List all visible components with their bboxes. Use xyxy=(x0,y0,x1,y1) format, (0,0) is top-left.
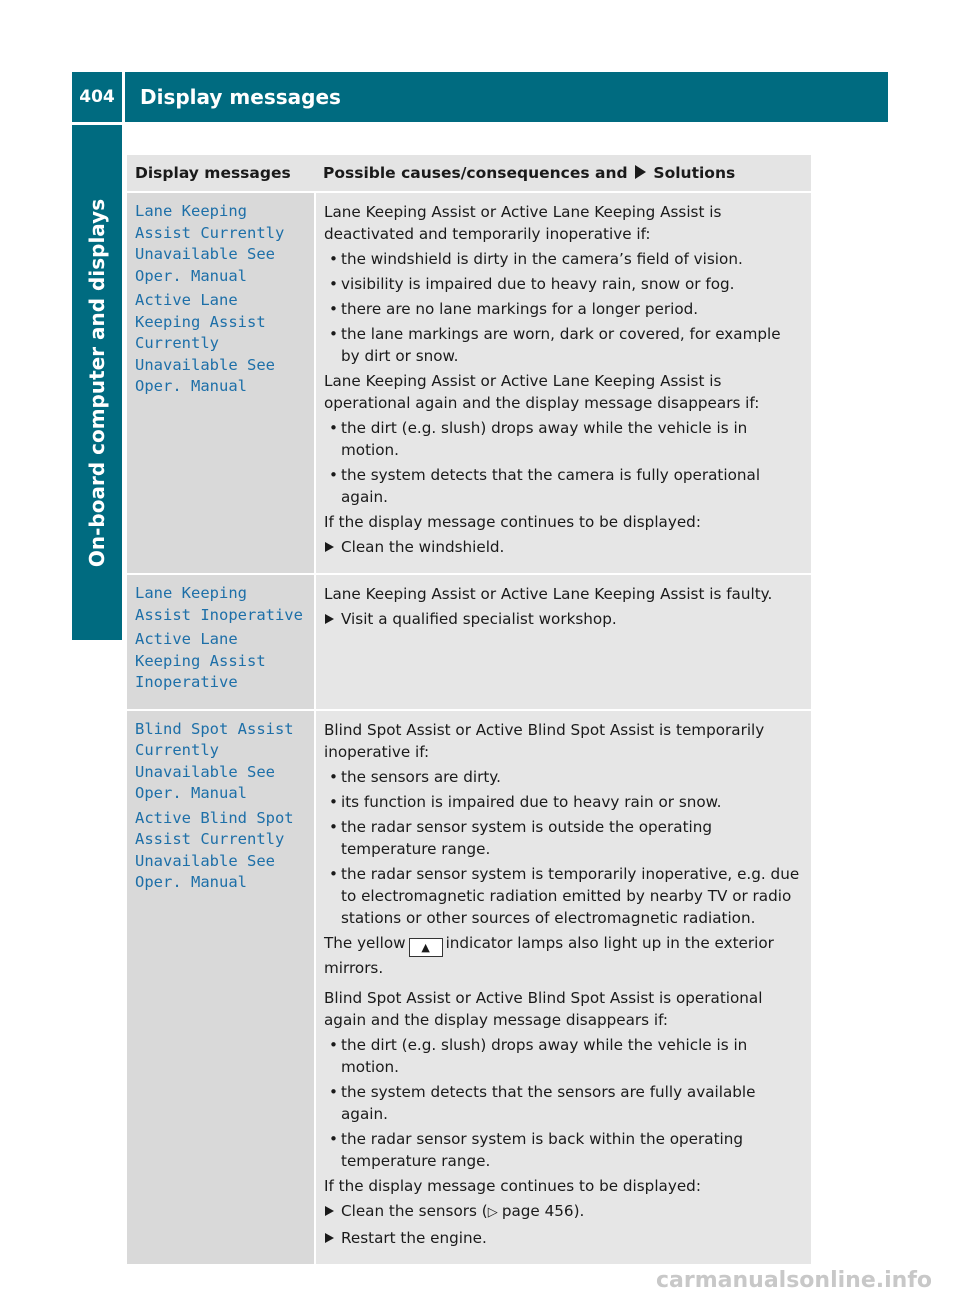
display-message: Lane Keeping Assist Currently Unavailable See Oper. Manual xyxy=(135,202,285,285)
display-messages-table xyxy=(127,155,811,1266)
action-step-text: Restart the engine. xyxy=(341,1228,487,1247)
action-step-text: Visit a qualified specialist workshop. xyxy=(341,610,617,628)
bullet-item: • the radar sensor system is outside the operating temperature range. xyxy=(324,816,803,860)
solution-cell xyxy=(315,574,811,710)
bullet-item: • the system detects that the camera is fully operational again. xyxy=(324,464,803,508)
paragraph: Blind Spot Assist or Active Blind Spot Assist is temporarily inoperative if: xyxy=(324,720,765,761)
display-message: Lane Keeping Assist Inoperative xyxy=(135,584,303,624)
watermark: carmanualsonline.info xyxy=(656,1268,932,1293)
column-header-solutions-prefix: Possible causes/consequences and xyxy=(323,164,628,182)
paragraph: Lane Keeping Assist or Active Lane Keeping Assist is operational again and the display message disappears if: xyxy=(324,372,760,412)
display-message: Blind Spot Assist Currently Unavailable See Oper. Manual xyxy=(135,719,294,802)
bullet-item: • the lane markings are worn, dark or covered, for example by dirt or snow. xyxy=(324,323,803,367)
step-arrow-icon xyxy=(325,1206,334,1216)
action-step-text: Clean the sensors ( xyxy=(341,1201,488,1220)
display-message: Active Lane Keeping Assist Inoperative xyxy=(135,630,266,691)
table-header-row xyxy=(127,155,811,192)
column-header-solutions-suffix: Solutions xyxy=(653,164,736,182)
bullet-item: • its function is impaired due to heavy rain or snow. xyxy=(324,791,803,813)
page-reference-icon: ▷ xyxy=(487,1204,502,1220)
side-tab xyxy=(72,125,122,640)
action-step xyxy=(324,536,803,558)
message-cell xyxy=(127,710,315,1265)
display-message: Active Blind Spot Assist Currently Unavailable See Oper. Manual xyxy=(135,808,294,891)
table-row xyxy=(127,192,811,574)
paragraph-text: The yellow xyxy=(324,933,406,952)
side-tab-label: On-board computer and displays xyxy=(85,198,109,567)
bullet-item: • there are no lane markings for a longer period. xyxy=(324,298,803,320)
blind-spot-warning-icon: ▲ xyxy=(409,938,443,957)
paragraph: Blind Spot Assist or Active Blind Spot Assist is operational again and the display message disappears if: xyxy=(324,988,763,1029)
column-header-messages: Display messages xyxy=(127,155,315,192)
paragraph: Lane Keeping Assist or Active Lane Keeping Assist is deactivated and temporarily inoperative if: xyxy=(324,203,722,243)
bullet-item: • the radar sensor system is temporarily inoperative, e.g. due to electromagnetic radiation emitted by nearby TV or radio stations or other sources of electromagnetic radiation. xyxy=(324,863,803,929)
message-cell xyxy=(127,574,315,710)
paragraph: If the display message continues to be displayed: xyxy=(324,1176,701,1195)
message-cell xyxy=(127,192,315,574)
bullet-item: • the windshield is dirty in the camera’s field of vision. xyxy=(324,248,803,270)
paragraph-text: indicator lamps also light up in the exterior mirrors. xyxy=(324,933,774,977)
solution-cell xyxy=(315,710,811,1265)
bullet-item: • the dirt (e.g. slush) drops away while the vehicle is in motion. xyxy=(324,1034,803,1078)
bullet-item: • the dirt (e.g. slush) drops away while the vehicle is in motion. xyxy=(324,417,803,461)
bullet-item: • the radar sensor system is back within the operating temperature range. xyxy=(324,1128,803,1172)
table-row xyxy=(127,710,811,1265)
action-step-text: Clean the windshield. xyxy=(341,538,505,556)
step-arrow-icon xyxy=(325,1233,334,1243)
bullet-item: • visibility is impaired due to heavy rain, snow or fog. xyxy=(324,273,803,295)
bullet-item: • the sensors are dirty. xyxy=(324,766,803,788)
step-arrow-icon xyxy=(325,614,334,624)
action-step xyxy=(324,1227,803,1249)
arrow-right-icon xyxy=(635,165,646,179)
page-title: Display messages xyxy=(140,85,341,109)
action-step xyxy=(324,1200,803,1224)
paragraph xyxy=(324,932,803,979)
bullet-item: • the system detects that the sensors are fully available again. xyxy=(324,1081,803,1125)
step-arrow-icon xyxy=(325,542,334,552)
paragraph: If the display message continues to be displayed: xyxy=(324,513,701,531)
solution-cell xyxy=(315,192,811,574)
column-header-solutions xyxy=(315,155,811,192)
table-row xyxy=(127,574,811,710)
page-number: 404 xyxy=(72,72,125,122)
action-step xyxy=(324,608,803,630)
paragraph: Lane Keeping Assist or Active Lane Keeping Assist is faulty. xyxy=(324,585,773,603)
action-step-text: page 456). xyxy=(501,1201,585,1220)
display-message: Active Lane Keeping Assist Currently Unavailable See Oper. Manual xyxy=(135,291,275,395)
